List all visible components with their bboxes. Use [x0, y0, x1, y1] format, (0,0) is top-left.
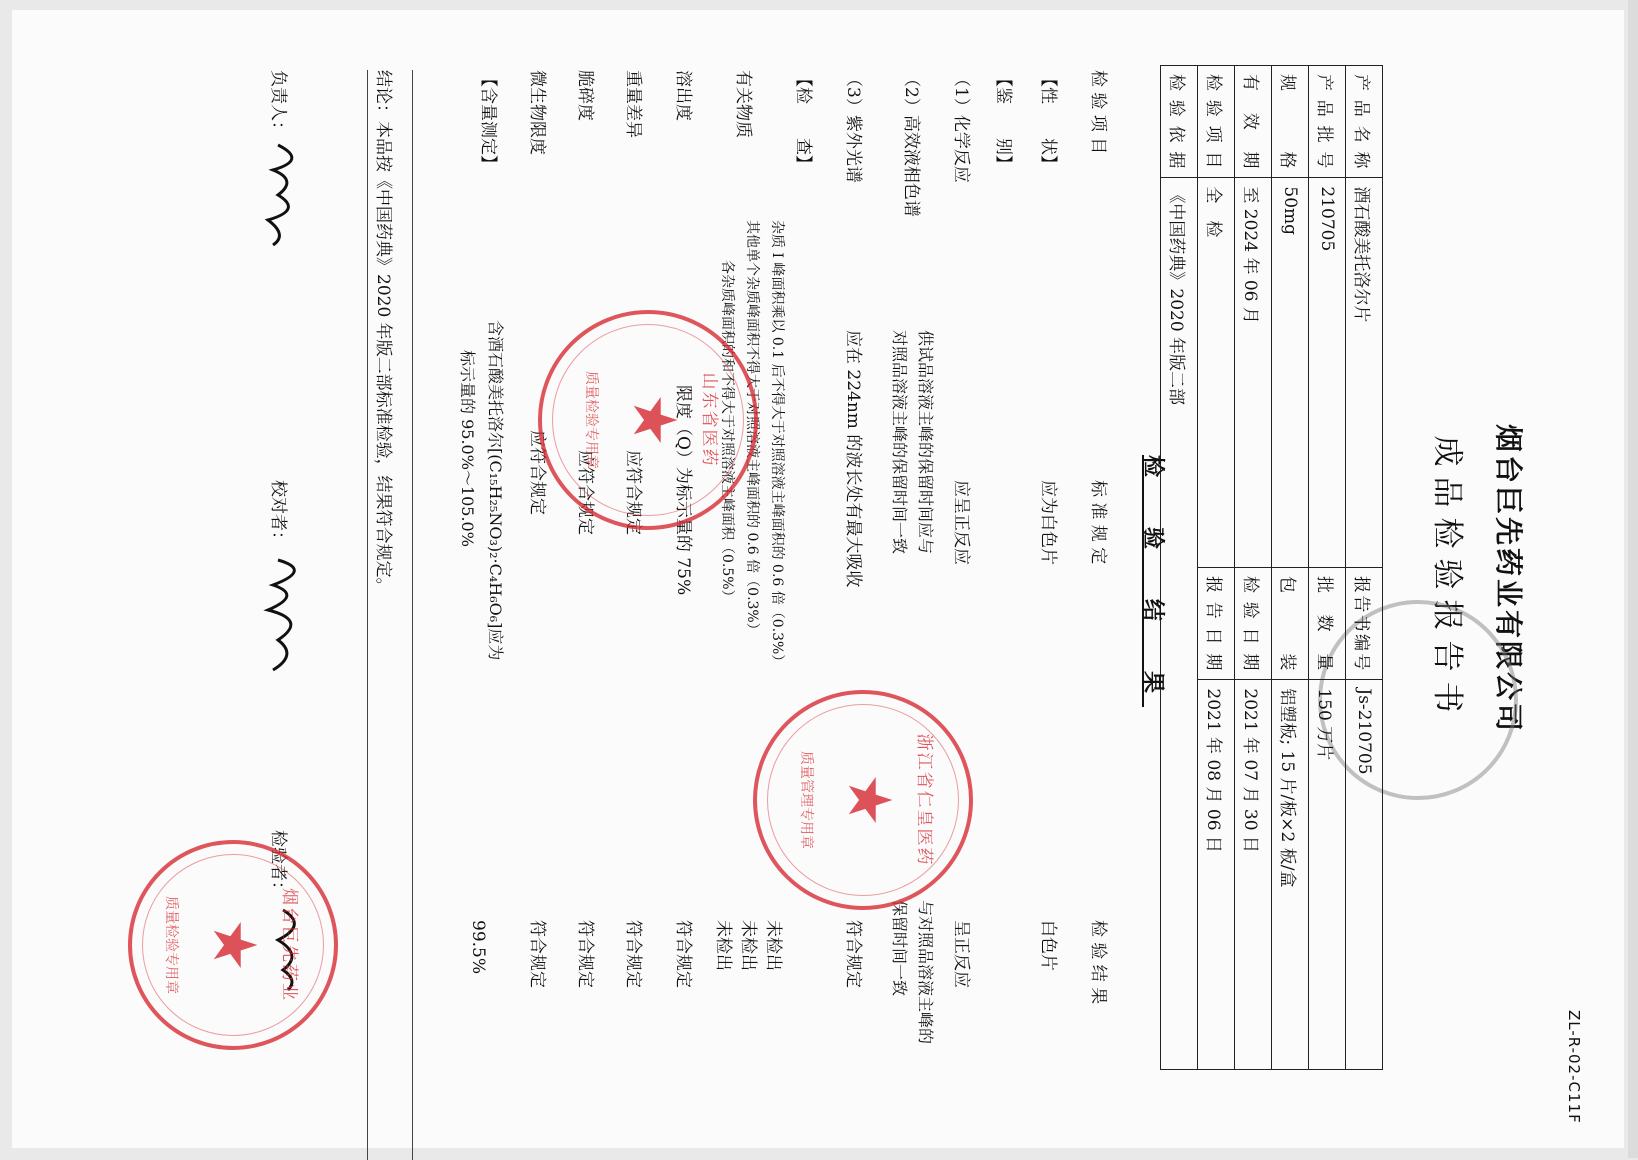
hplc-standard-2: 对照品溶液主峰的保留时间一致 [890, 330, 909, 555]
results-heading: 检 验 结 果 [1140, 455, 1166, 708]
value-report-date: 2021 年 08 月 06 日 [1198, 680, 1235, 1070]
info-table [1160, 65, 1383, 1070]
table-row [1198, 66, 1235, 1070]
weight-item: 重量差异 [623, 70, 643, 138]
related-result-3: 未检出 [713, 920, 733, 971]
label-report-no: 报告书编号 [1346, 567, 1383, 679]
stamp-text: 山东省医药 [699, 372, 719, 468]
friability-standard: 应符合规定 [575, 450, 595, 535]
friability-result: 符合规定 [575, 920, 595, 988]
assay-standard-1: 含酒石酸美托洛尔[(C₁₅H₂₅NO₃)₂·C₄H₆O₆]应为 [486, 320, 505, 661]
related-standard-2: 其他单个杂质峰面积不得大于对照溶液主峰面积的 0.6 倍（0.3%） [744, 220, 760, 637]
label-batch-qty: 批 数 量 [1309, 567, 1346, 679]
label-test-date: 检验日期 [1235, 567, 1272, 679]
section-identification: 【鉴 别】 [993, 70, 1013, 172]
label-test-items: 检验项目 [1198, 66, 1235, 178]
value-test-date: 2021 年 07 月 30 日 [1235, 680, 1272, 1070]
document-code: ZL-R-02-C11F [1565, 1010, 1583, 1124]
weight-result: 符合规定 [623, 920, 643, 988]
label-expiry: 有 效 期 [1235, 66, 1272, 178]
conclusion-text: 结论：本品按《中国药典》2020 年版二部标准检验，结果符合规定。 [373, 70, 393, 595]
value-spec: 50mg [1272, 178, 1309, 568]
hplc-item: （2）高效液相色谱 [901, 70, 921, 217]
related-standard-3: 各杂质峰面积的和不得大于对照溶液主峰面积（0.5%） [719, 260, 735, 604]
section-properties: 【性 状】 [1038, 70, 1058, 172]
inspector-label: 检验者： [268, 830, 288, 898]
hplc-result-1: 与对照品溶液主峰的 [916, 900, 935, 1045]
label-package: 包 装 [1272, 567, 1309, 679]
stamp-text: 浙江省仁皇医药 [914, 733, 934, 867]
reviewer-signature [243, 555, 323, 675]
table-row [1272, 66, 1309, 1070]
weight-standard: 应符合规定 [623, 450, 643, 535]
dissolution-item: 溶出度 [673, 70, 693, 121]
red-seal-stamp [753, 690, 973, 910]
microbial-item: 微生物限度 [527, 70, 547, 155]
header-item: 检 验 项 目 [1088, 70, 1108, 155]
label-spec: 规 格 [1272, 66, 1309, 178]
value-test-items: 全 检 [1198, 178, 1235, 568]
stamp-text: 烟台巨先药业 [279, 888, 299, 1002]
chem-item: （1）化学反应 [951, 70, 971, 183]
responsible-label: 负责人： [268, 70, 288, 138]
microbial-standard: 应符合规定 [527, 430, 547, 515]
divider-line [367, 70, 368, 1160]
appearance-standard: 应为白色片 [1038, 480, 1058, 565]
dissolution-result: 符合规定 [673, 920, 693, 988]
value-basis: 《中国药典》2020 年版二部 [1161, 178, 1198, 1070]
related-item: 有关物质 [733, 70, 753, 138]
related-result-2: 未检出 [738, 920, 758, 971]
chem-standard: 应呈正反应 [951, 480, 971, 565]
uv-standard: 应在 224nm 的波长处有最大吸收 [843, 330, 863, 588]
stamp-code: 质量检验专用章 [583, 371, 599, 469]
related-standard-1: 杂质 I 峰面积乘以 0.1 后不得大于对照溶液主峰面积的 0.6 倍（0.3%） [769, 220, 785, 669]
header-standard: 标 准 规 定 [1088, 480, 1108, 565]
related-result-1: 未检出 [763, 920, 783, 971]
red-seal-stamp [538, 310, 758, 530]
assay-result: 99.5% [468, 920, 488, 975]
header-result: 检 验 结 果 [1088, 920, 1108, 1005]
table-row [1346, 66, 1383, 1070]
uv-result: 符合规定 [843, 920, 863, 988]
value-report-no: Js-210705 [1346, 680, 1383, 1070]
appearance-result: 白色片 [1038, 920, 1058, 971]
stamp-code: 质量管理专用章 [798, 751, 814, 849]
assay-standard-2: 标示量的 95.0%～105.0% [458, 350, 477, 547]
chem-result: 呈正反应 [951, 920, 971, 988]
responsible-signature [248, 140, 318, 250]
microbial-result: 符合规定 [527, 920, 547, 988]
stamp-code: 质量检验专用章 [163, 896, 179, 994]
section-inspection: 【检 查】 [793, 70, 813, 172]
table-row [1309, 66, 1346, 1070]
label-report-date: 报告日期 [1198, 567, 1235, 679]
star-icon: ★ [619, 393, 689, 447]
reviewer-label: 校对者： [268, 480, 288, 548]
label-product-name: 产品名称 [1346, 66, 1383, 178]
label-batch-no: 产品批号 [1309, 66, 1346, 178]
value-batch-no: 210705 [1309, 178, 1346, 568]
report-title: 成品检验报告书 [1429, 435, 1465, 723]
star-icon: ★ [199, 918, 269, 972]
dissolution-standard: 限度（Q）为标示量的 75% [673, 385, 693, 596]
friability-item: 脆碎度 [575, 70, 595, 121]
uv-item: （3）紫外光谱 [843, 70, 863, 183]
divider-line [412, 70, 413, 1160]
section-assay: 【含量测定】 [478, 70, 498, 172]
table-row [1235, 66, 1272, 1070]
hplc-result-2: 保留时间一致 [890, 900, 909, 997]
value-expiry: 至 2024 年 06 月 [1235, 178, 1272, 568]
value-batch-qty: 150 万片 [1309, 680, 1346, 1070]
value-product-name: 酒石酸美托洛尔片 [1346, 178, 1383, 568]
label-basis: 检验依据 [1161, 66, 1198, 178]
star-icon: ★ [834, 773, 904, 827]
hplc-standard-1: 供试品溶液主峰的保留时间应与 [916, 330, 935, 555]
red-seal-stamp [128, 840, 338, 1050]
company-name: 烟台巨先药业有限公司 [1492, 423, 1525, 734]
value-package: 铝塑板; 15 片/板×2 板/盒 [1272, 680, 1309, 1070]
